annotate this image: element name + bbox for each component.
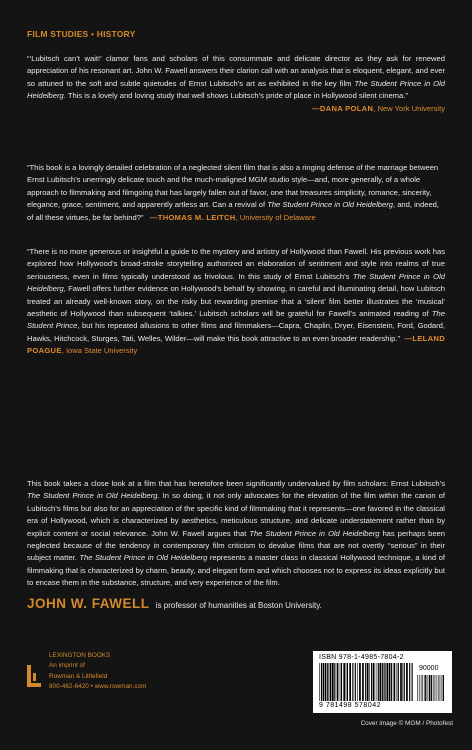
barcode-bar	[334, 663, 335, 701]
film-title: The Student Prince	[27, 309, 445, 331]
barcode-bar	[341, 663, 342, 701]
film-title: The Student Prince in Old Heidelberg	[27, 78, 445, 101]
barcode-bar	[337, 663, 339, 701]
barcode-bar	[355, 663, 356, 701]
barcode-bar	[437, 675, 438, 701]
barcode-bar	[439, 675, 440, 701]
barcode-bar	[357, 663, 358, 701]
barcode-bar	[417, 675, 418, 701]
barcode-bar	[440, 675, 441, 701]
barcode-bar	[409, 663, 410, 701]
film-title: The Student Prince in Old Heidelberg	[27, 491, 158, 501]
barcode-bar	[352, 663, 353, 701]
barcode-bar	[327, 663, 328, 701]
category-label: FILM STUDIES • HISTORY	[27, 29, 136, 39]
barcode-bar	[394, 663, 396, 701]
film-title: The Student Prince in Old Heidelberg	[79, 553, 208, 563]
barcode-bar	[367, 663, 369, 701]
barcode-bar	[319, 663, 320, 701]
barcode-bar	[362, 663, 364, 701]
barcode-bar	[373, 663, 375, 701]
barcode-bar	[328, 663, 329, 701]
barcode-bar	[349, 663, 351, 701]
barcode-bar	[384, 663, 385, 701]
blurb-text: “This book is a lovingly detailed celebration of a neglected silent film that is also a ringing defense of the marriage between Ernst Lubitsch’s unerringly delicate touch and the much-maligned MGM studio style—and, more generally, of a whole approach to filmmaking and filmgoing that has largely fallen out of favor, one that treasures simplicity, romance, sincerity, elegance, grace, sentiment, and apparently artless art. Can a revival of The Student Prince in Old Heidelberg, and, indeed, of all these virtues, be far behind?” —THOMAS M. LEITCH, University of Delaware	[27, 163, 440, 222]
isbn-label: ISBN 978-1-4985-7804-2	[319, 654, 404, 661]
barcode-bar	[359, 663, 361, 701]
film-title: The Student Prince in Old Heidelberg	[27, 271, 445, 294]
barcode-bar	[442, 675, 443, 701]
barcode-bar	[323, 663, 325, 701]
price-barcode	[417, 675, 447, 703]
barcode-bar	[379, 663, 381, 701]
barcode-bar	[397, 663, 398, 701]
ean-barcode	[319, 663, 415, 703]
barcode-bar	[406, 663, 408, 701]
barcode-bar	[391, 663, 392, 701]
blurb-text: “There is no more generous or insightful a guide to the mystery and artistry of Hollywood than Fawell. His previous work has explored how Hollywood’s broad-stroke storytelling authorized an elaboration of sentiment and style into realms of true seriousness, even in films typically understood as frivolous. In this study of Ernst Lubitsch’s The Student Prince in Old Heidelberg, Fawell offers further evidence on Hollywood’s behalf by showing, in careful and illuminating detail, how Lubitsch treated an already well-known story, on the risky but rewarding premise that a ‘silent’ film better illustrates the ‘musical’ aesthetic of Hollywood than subsequent ‘talkies.’ Lubitsch scholars will be grateful for Fawell’s animated reading of The Student Prince, but his repeated allusions to other films and filmmakers—Capra, Chaplin, Dryer, Eisenstein, Ford, Godard, Hawks, Hitchcock, Sturges, Tati, Welles, Wilder—will make this book attractive to an even broader readership.” —LELAND POAGUE, Iowa State University	[27, 247, 446, 356]
publisher-contact: 800-462-6420 • www.rowman.com	[49, 683, 147, 691]
ean-digits: 9 781498 578042	[319, 702, 381, 709]
publisher-parent: Rowman & Littlefield	[49, 672, 108, 680]
barcode-bar	[398, 663, 399, 701]
barcode-bar	[386, 663, 388, 701]
barcode-bar	[429, 675, 431, 701]
barcode-bar	[402, 663, 403, 701]
publisher-block	[27, 651, 217, 711]
barcode-bar	[389, 663, 391, 701]
barcode-bar	[443, 675, 444, 701]
barcode-bar	[419, 675, 420, 701]
barcode-bar	[346, 663, 347, 701]
barcode-bar	[435, 675, 436, 701]
barcode-bar	[376, 663, 377, 701]
barcode-bar	[365, 663, 366, 701]
barcode-bar	[434, 675, 435, 701]
film-title: The Student Prince in Old Heidelberg	[267, 200, 393, 210]
barcode-bar	[425, 675, 426, 701]
barcode-bar	[325, 663, 326, 701]
publisher-imprint: An imprint of	[49, 662, 85, 670]
blurb-text: “‘Lubitsch can’t wait!’ clamor fans and scholars of this consummate and delicate director as they ask for renewed appreciation of his resonant art. John W. Fawell answers their clarion call with an analysis that is eloquent, elegant, and ever so attuned to the soft and subtle quietudes of Ernst Lubitsch’s art as exhibited in the key film The Student Prince in Old Heidelberg. This is a lovely and loving study that well shows Lubitsch’s pride of place in Hollywood silent cinema.”	[27, 54, 445, 101]
barcode-bar	[340, 663, 341, 701]
book-description: This book takes a close look at a film that has heretofore been significantly undervalued by film scholars: Ernst Lubitsch’s The Student Prince in Old Heidelberg. In so doing, it not only advocates for the elevation of the film within the canon of Lubitsch’s films but also for an appreciation of the specific kind of filmmaking that it represents—one favored in the classical era of Hollywood, which is characterized by aesthetics, meticulous structure, and delicate understatement rather than by explicit content or social relevance. John W. Fawell argues that The Student Prince in Old Heidelberg has perhaps been neglected because of the tendency in contemporary film criticism to devalue films that are not overtly “serious” in their subject matter. The Student Prince in Old Heidelberg represents a master class in classical Hollywood technique, a kind of filmmaking that is characterized by charm, beauty, and elegant form and which chooses not to express its ideas explicitly but to encase them in the substance, structure, and very experience of the film.	[27, 479, 445, 588]
barcode-bar	[378, 663, 379, 701]
barcode-bar	[404, 663, 405, 701]
blurb-attribution: —THOMAS M. LEITCH, University of Delaware	[149, 212, 316, 222]
barcode-bar	[382, 663, 383, 701]
barcode-bar	[347, 663, 348, 701]
barcode-bar	[369, 663, 370, 701]
barcode-bar	[332, 663, 334, 701]
barcode-bar	[330, 663, 332, 701]
price-code: 90000	[419, 665, 439, 672]
cover-image-credit: Cover image © MGM / Photofest	[360, 720, 453, 727]
publisher-text	[49, 651, 146, 693]
barcode-bar	[431, 675, 432, 701]
barcode-bar	[385, 663, 386, 701]
author-name: JOHN W. FAWELL	[27, 596, 150, 611]
author-bio-text: is professor of humanities at Boston University.	[155, 601, 322, 610]
barcode-bar	[422, 675, 423, 701]
barcode-bar	[371, 663, 372, 701]
barcode-box	[313, 651, 452, 713]
blurb-thomas-leitch	[27, 162, 445, 224]
blurb-dana-polan	[27, 53, 445, 115]
barcode-bar	[412, 663, 413, 701]
publisher-logo-icon	[27, 665, 41, 687]
barcode-bar	[321, 663, 322, 701]
barcode-bar	[343, 663, 345, 701]
blurb-attribution: —DANA POLAN, New York University	[312, 103, 445, 113]
barcode-bar	[421, 675, 422, 701]
film-title: The Student Prince in Old Heidelberg	[249, 528, 380, 538]
author-bio	[27, 596, 457, 611]
barcode-bar	[424, 675, 425, 701]
barcode-bar	[427, 675, 428, 701]
barcode-bar	[400, 663, 402, 701]
blurb-attribution: —LELAND POAGUE, Iowa State University	[27, 333, 445, 356]
blurb-leland-poague	[27, 246, 445, 358]
publisher-name: LEXINGTON BOOKS	[49, 652, 111, 659]
